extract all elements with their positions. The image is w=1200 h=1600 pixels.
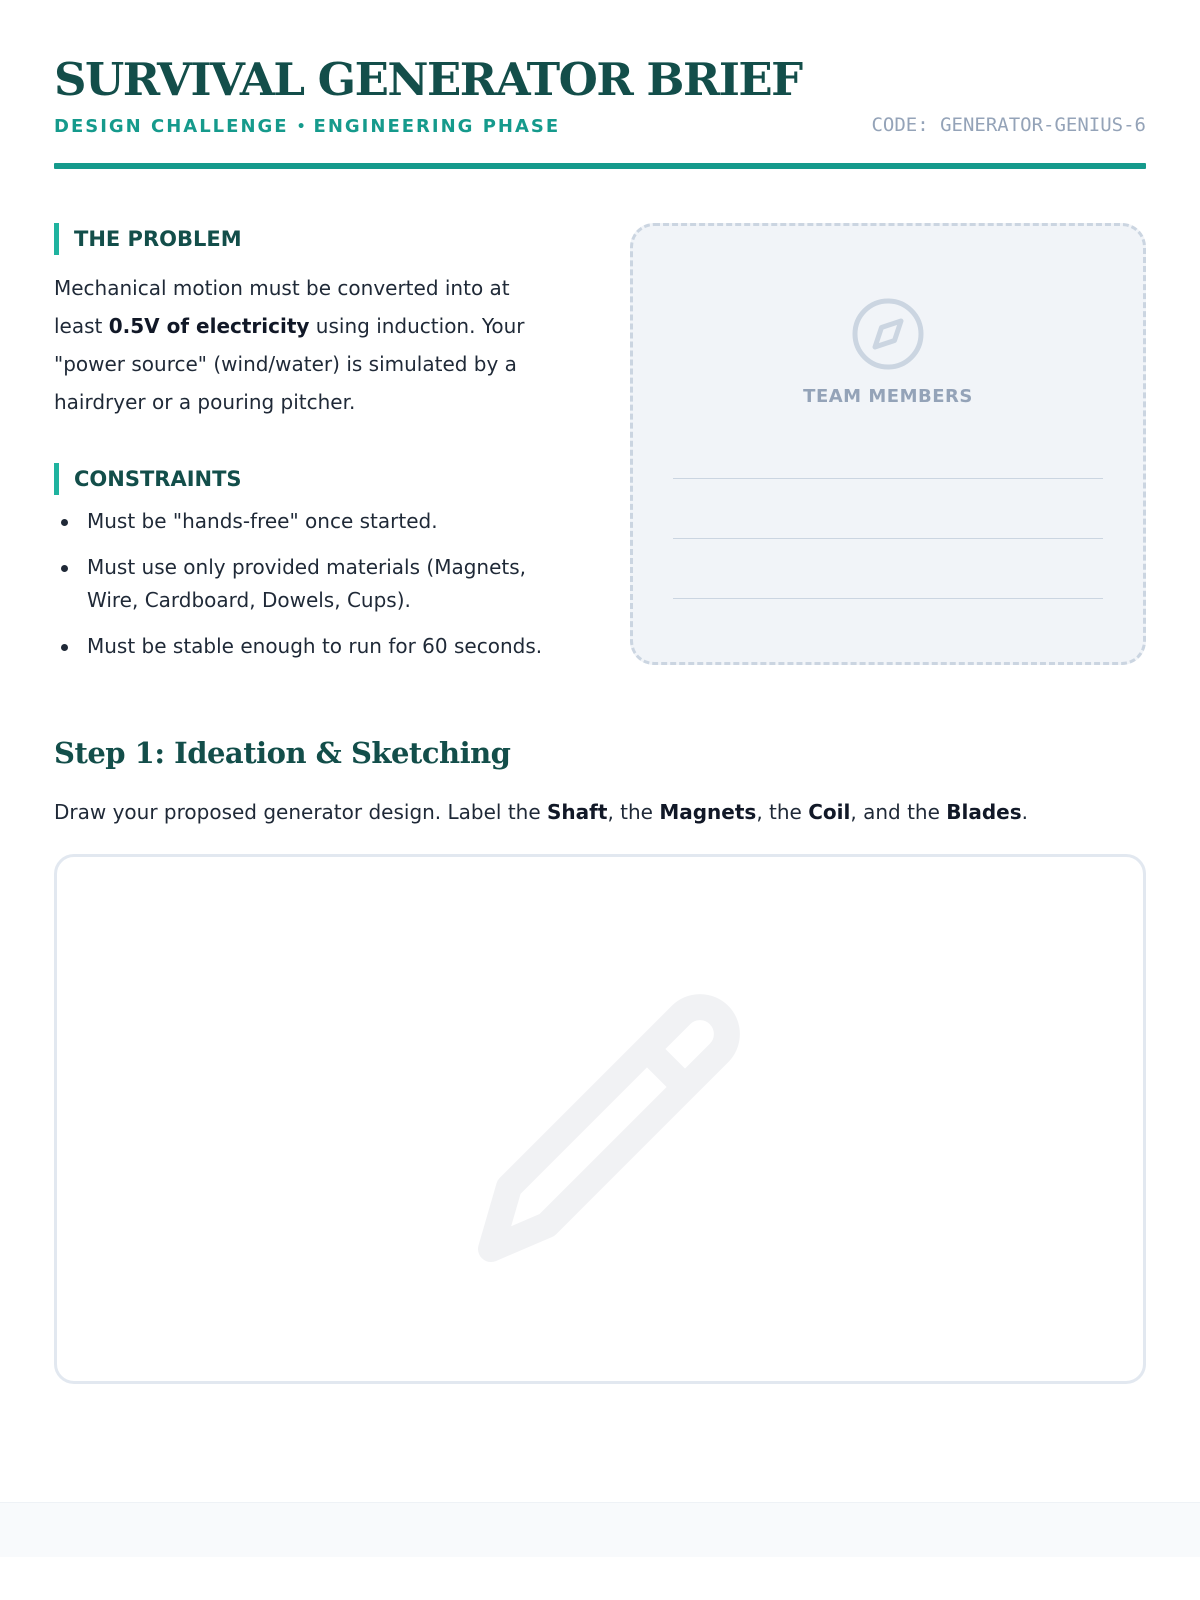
compass-icon: [850, 296, 926, 372]
problem-voltage-requirement: 0.5V of electricity: [108, 314, 310, 338]
constraints-list: [54, 505, 554, 663]
page-header: [54, 0, 1146, 169]
footer-band: [0, 1502, 1200, 1557]
step1-text: .: [1021, 800, 1029, 824]
sketch-area[interactable]: [54, 854, 1146, 1384]
step1-text: , and the: [850, 800, 947, 824]
problem-text-end: using induction. Your "power source" (wind/water) is simulated by a hairdryer or a pouring pitcher.: [54, 314, 525, 414]
step1-text: , the: [756, 800, 809, 824]
label-shaft: Shaft: [547, 800, 608, 824]
label-blades: Blades: [946, 800, 1022, 824]
team-members-card: [630, 223, 1146, 665]
team-members-label: TEAM MEMBERS: [803, 386, 973, 407]
page-title: SURVIVAL GENERATOR BRIEF: [54, 53, 802, 106]
challenge-code: CODE: GENERATOR-GENIUS-6: [871, 114, 1146, 136]
constraint-item: Must use only provided materials (Magnets, Wire, Cardboard, Dowels, Cups).: [54, 551, 554, 617]
team-member-line-1[interactable]: [673, 478, 1103, 479]
team-member-line-2[interactable]: [673, 538, 1103, 539]
header-divider: [54, 163, 1146, 169]
constraint-item: Must be "hands-free" once started.: [54, 505, 554, 538]
step1-instructions: [54, 800, 1146, 824]
problem-heading: THE PROBLEM: [54, 223, 554, 255]
pencil-icon: [451, 969, 751, 1269]
step1-text: , the: [607, 800, 660, 824]
label-coil: Coil: [808, 800, 851, 824]
step1-text: Draw your proposed generator design. Label the: [54, 800, 548, 824]
problem-text: [54, 269, 554, 421]
subtitle-separator: •: [296, 118, 306, 135]
constraints-heading: CONSTRAINTS: [54, 463, 554, 495]
problem-text-start: Mechanical motion must be converted into at least: [54, 276, 510, 338]
constraint-item: Must be stable enough to run for 60 seconds.: [54, 630, 554, 663]
step1-title: Step 1: Ideation & Sketching: [54, 736, 511, 770]
brief-section: [54, 223, 1146, 676]
subtitle-design-challenge: DESIGN CHALLENGE: [54, 116, 289, 137]
brief-left-column: [54, 223, 554, 676]
subtitle-engineering-phase: ENGINEERING PHASE: [313, 116, 561, 137]
label-magnets: Magnets: [659, 800, 757, 824]
team-member-line-3[interactable]: [673, 598, 1103, 599]
